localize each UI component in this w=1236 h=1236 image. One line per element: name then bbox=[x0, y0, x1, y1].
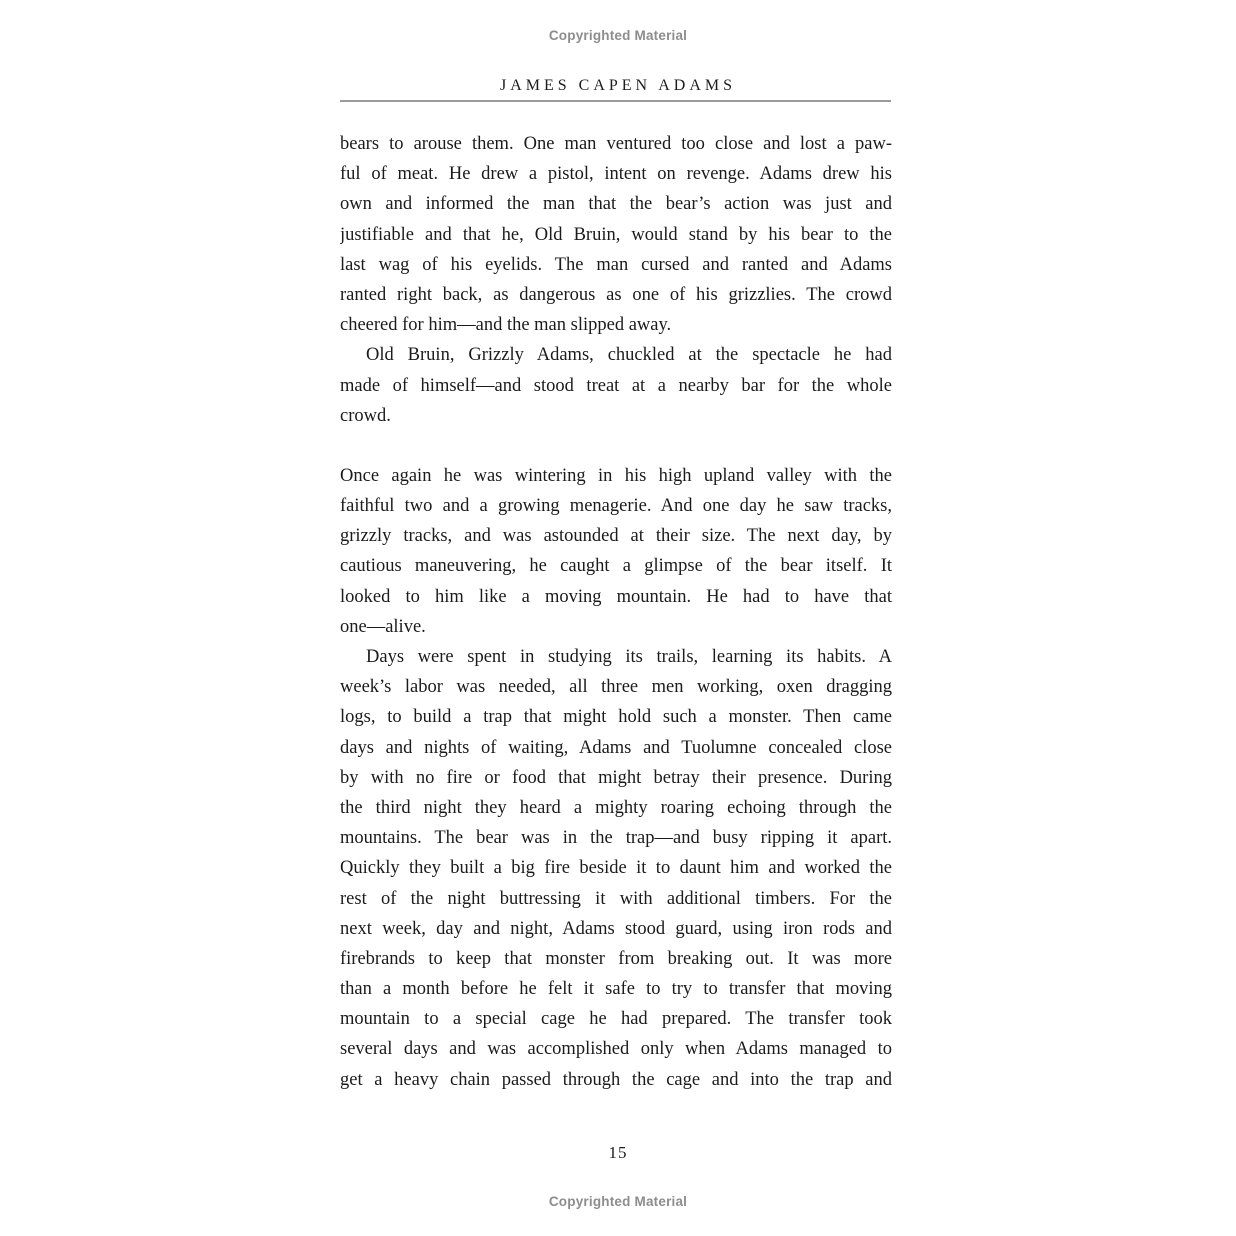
text-line: one—alive. bbox=[340, 616, 426, 637]
text-line: Quickly they built a big fire beside it to daunt him and worked the bbox=[340, 858, 892, 879]
paragraph bbox=[340, 642, 892, 1095]
text-line: next week, day and night, Adams stood guard, using iron rods and bbox=[340, 918, 892, 939]
text-line: week’s labor was needed, all three men working, oxen dragging bbox=[340, 677, 892, 698]
text-line: last wag of his eyelids. The man cursed and ranted and Adams bbox=[340, 254, 892, 275]
page-number: 15 bbox=[608, 1143, 628, 1162]
text-line: mountains. The bear was in the trap—and busy ripping it apart. bbox=[340, 828, 892, 849]
paragraph bbox=[340, 129, 892, 340]
body-text bbox=[340, 129, 892, 1095]
running-header: JAMES CAPEN ADAMS bbox=[499, 77, 737, 94]
copyright-notice-bottom: Copyrighted Material bbox=[548, 1194, 688, 1209]
text-line: Once again he was wintering in his high upland valley with the bbox=[340, 465, 892, 486]
text-line: made of himself—and stood treat at a nearby bar for the whole bbox=[340, 375, 892, 396]
text-line: by with no fire or food that might betray their presence. During bbox=[340, 767, 892, 788]
text-line: several days and was accomplished only when Adams managed to bbox=[340, 1039, 892, 1060]
text-line: ful of meat. He drew a pistol, intent on revenge. Adams drew his bbox=[340, 164, 892, 185]
text-line: crowd. bbox=[340, 405, 391, 426]
text-line: cheered for him—and the man slipped away. bbox=[340, 315, 672, 336]
text-line: than a month before he felt it safe to try to transfer that moving bbox=[340, 979, 892, 1000]
text-line: firebrands to keep that monster from breaking out. It was more bbox=[340, 948, 892, 969]
text-line: looked to him like a moving mountain. He had to have that bbox=[340, 586, 892, 607]
header-rule bbox=[340, 100, 891, 102]
text-line: get a heavy chain passed through the cage and into the trap and bbox=[340, 1069, 892, 1090]
text-line: justifiable and that he, Old Bruin, would stand by his bear to the bbox=[340, 224, 892, 245]
paragraph bbox=[340, 461, 892, 642]
text-line: the third night they heard a mighty roaring echoing through the bbox=[340, 797, 892, 818]
copyright-notice-top: Copyrighted Material bbox=[548, 28, 688, 43]
text-line: own and informed the man that the bear’s action was just and bbox=[340, 194, 892, 215]
text-line: ranted right back, as dangerous as one of his grizzlies. The crowd bbox=[340, 284, 892, 305]
text-line: grizzly tracks, and was astounded at their size. The next day, by bbox=[340, 526, 892, 547]
paragraph bbox=[340, 340, 892, 431]
text-line: mountain to a special cage he had prepared. The transfer took bbox=[340, 1009, 892, 1030]
text-line: days and nights of waiting, Adams and Tuolumne concealed close bbox=[340, 737, 892, 758]
text-line: logs, to build a trap that might hold such a monster. Then came bbox=[340, 707, 892, 728]
text-line: Old Bruin, Grizzly Adams, chuckled at the spectacle he had bbox=[366, 345, 892, 366]
text-line: cautious maneuvering, he caught a glimpse of the bear itself. It bbox=[340, 556, 892, 577]
text-line: rest of the night buttressing it with additional timbers. For the bbox=[340, 888, 892, 909]
text-line: Days were spent in studying its trails, learning its habits. A bbox=[366, 647, 892, 667]
text-line: bears to arouse them. One man ventured too close and lost a paw- bbox=[340, 134, 892, 154]
text-line: faithful two and a growing menagerie. And one day he saw tracks, bbox=[340, 496, 892, 517]
